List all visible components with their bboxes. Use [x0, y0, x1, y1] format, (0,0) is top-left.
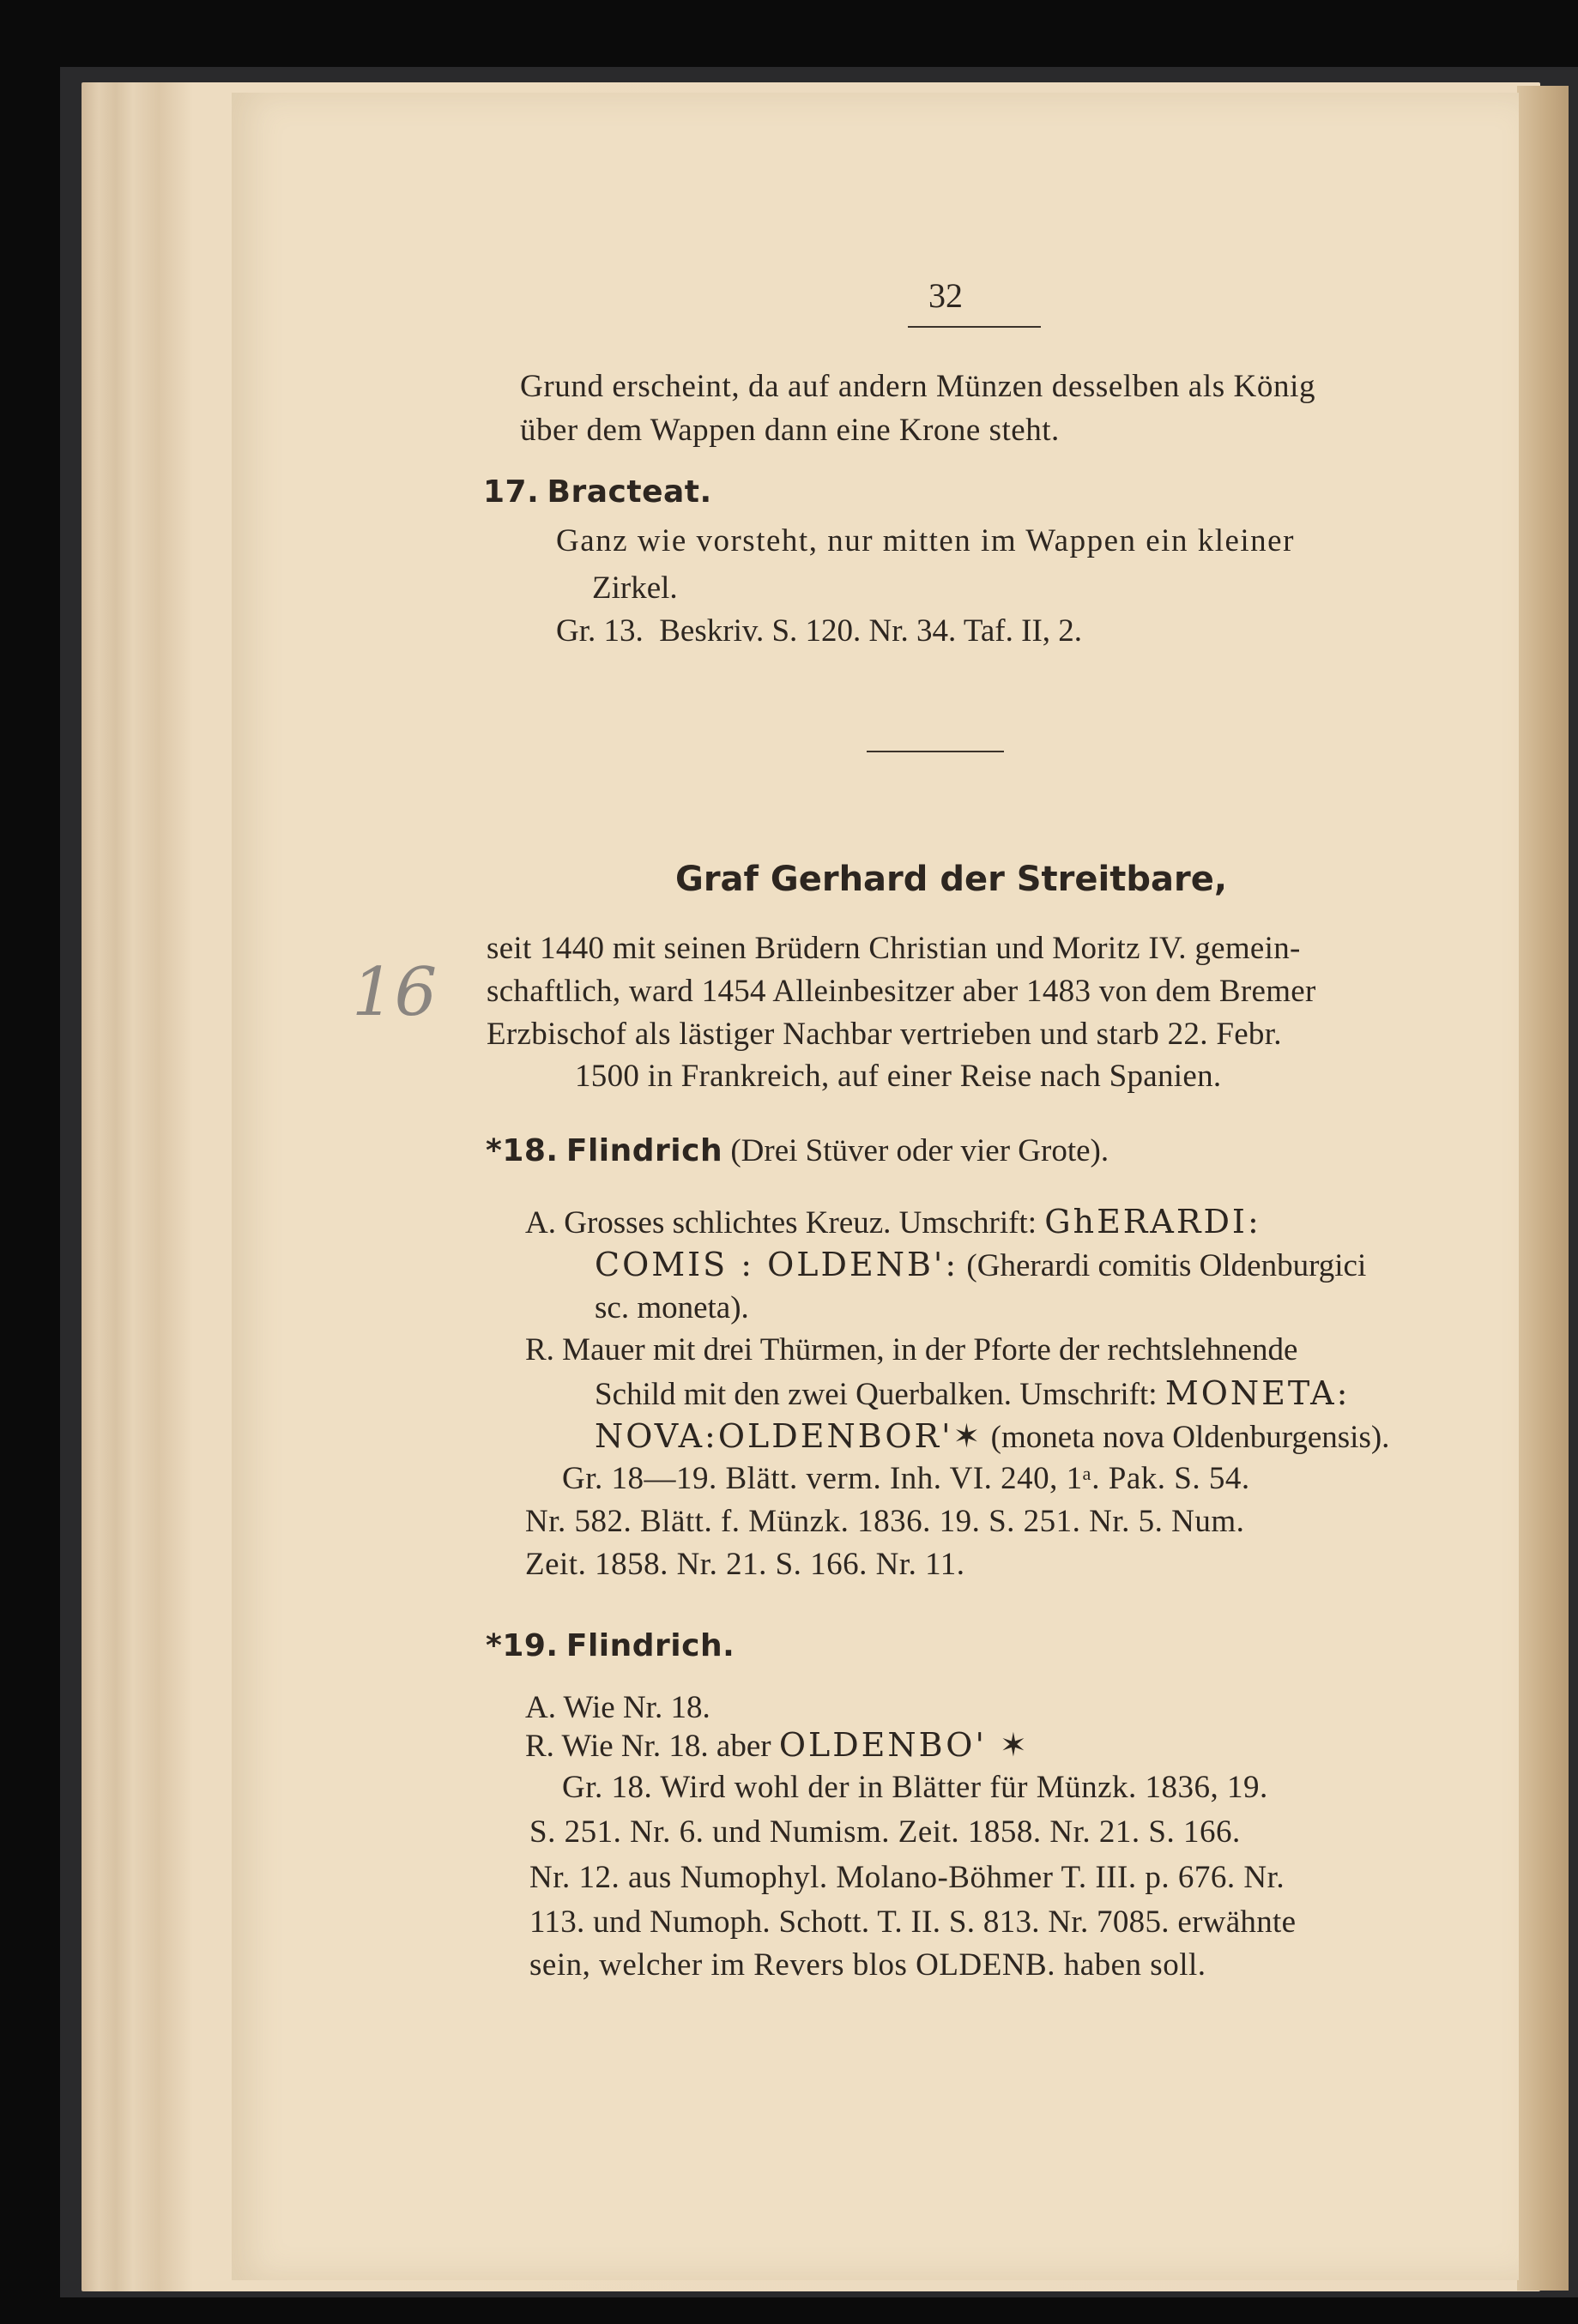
bio-line-3: Erzbischof als lästiger Nachbar vertrieben und starb 22. Febr. — [487, 1017, 1282, 1052]
page-number: 32 — [928, 276, 963, 315]
entry-17-line-2: Zirkel. — [592, 570, 678, 606]
entry-18-ref-2: Nr. 582. Blätt. f. Münzk. 1836. 19. S. 251. Nr. 5. Num. — [525, 1504, 1245, 1539]
entry-18-r-line-1: R. Mauer mit drei Thürmen, in der Pforte der rechtslehnende — [525, 1332, 1298, 1367]
entry-19-ref-2: S. 251. Nr. 6. und Numism. Zeit. 1858. Nr. 21. S. 166. — [529, 1814, 1241, 1850]
entry-19-a-line: A. Wie Nr. 18. — [525, 1690, 710, 1725]
entry-19-ref-3: Nr. 12. aus Numophyl. Molano-Böhmer T. III. p. 676. Nr. — [529, 1860, 1285, 1895]
entry-18-a-line-1 — [525, 1205, 1261, 1239]
entry-19-title: Flindrich. — [565, 1628, 735, 1663]
entry-19-r-line — [525, 1726, 1030, 1764]
entry-18-ref-1: Gr. 18—19. Blätt. verm. Inh. VI. 240, 1ᵃ. Pak. S. 54. — [562, 1461, 1250, 1496]
entry-19-ref-4: 113. und Numoph. Schott. T. II. S. 813. Nr. 7085. erwähnte — [529, 1904, 1297, 1940]
entry-18-r-line-2 — [595, 1374, 1351, 1412]
bio-line-1: seit 1440 mit seinen Brüdern Christian und Moritz IV. gemein- — [487, 931, 1301, 966]
entry-19-ref-1: Gr. 18. Wird wohl der in Blätter für Münzk. 1836, 19. — [562, 1770, 1268, 1805]
entry-19-ref-5: sein, welcher im Revers blos OLDENB. haben soll. — [529, 1947, 1206, 1983]
margin-pencil-note: 16 — [352, 954, 438, 1031]
entry-18-subtitle: (Drei Stüver oder vier Grote). — [730, 1133, 1109, 1168]
entry-17-title: Bracteat. — [547, 474, 712, 510]
bio-line-2: schaftlich, ward 1454 Alleinbesitzer aber 1483 von dem Bremer — [487, 974, 1316, 1009]
entry-18-number: *18. — [486, 1133, 559, 1168]
entry-18-a-legend-2: COMIS : OLDENB': — [595, 1246, 959, 1283]
entry-18-a-legend-1: GhERARDI: — [1044, 1203, 1261, 1240]
entry-18-r-legend-1: MONETA: — [1164, 1374, 1351, 1412]
bio-line-4: 1500 in Frankreich, auf einer Reise nach Spanien. — [575, 1059, 1222, 1094]
intro-line-1: Grund erscheint, da auf andern Münzen desselben als König — [520, 369, 1316, 404]
right-page-edge — [1517, 86, 1569, 2291]
entry-17-line-3: Gr. 13. Beskriv. S. 120. Nr. 34. Taf. II, 2. — [556, 613, 1083, 649]
entry-17-heading — [483, 476, 712, 508]
entry-19-number: *19. — [486, 1628, 559, 1663]
entry-18-a-prefix: A. Grosses schlichtes Kreuz. Umschrift: — [525, 1205, 1037, 1240]
entry-18-r-legend-2: NOVA:OLDENBOR'✶ — [595, 1417, 983, 1455]
entry-18-heading — [486, 1135, 1109, 1167]
entry-18-a-line-2 — [595, 1248, 1366, 1282]
entry-18-a-line-3: sc. moneta). — [595, 1290, 749, 1325]
intro-line-2: über dem Wappen dann eine Krone steht. — [520, 413, 1060, 448]
entry-19-r-legend: OLDENBO' ✶ — [778, 1726, 1030, 1764]
entry-17-number: 17. — [483, 474, 540, 510]
entry-17-line-1: Ganz wie vorsteht, nur mitten im Wappen ein kleiner — [556, 523, 1295, 558]
page-number-rule — [908, 326, 1041, 328]
entry-19-heading — [486, 1630, 735, 1662]
entry-18-title: Flindrich — [565, 1133, 723, 1168]
entry-18-r-text-2: Schild mit den zwei Querbalken. Umschrift: — [595, 1377, 1158, 1412]
section-heading: Graf Gerhard der Streitbare, — [675, 860, 1228, 899]
entry-19-r-text: R. Wie Nr. 18. aber — [525, 1729, 771, 1764]
entry-18-r-text-3: (moneta nova Oldenburgensis). — [990, 1420, 1390, 1455]
entry-18-r-line-3 — [595, 1417, 1390, 1455]
section-divider — [867, 751, 1004, 752]
entry-18-ref-3: Zeit. 1858. Nr. 21. S. 166. Nr. 11. — [525, 1547, 965, 1582]
entry-18-a-text-2: (Gherardi comitis Oldenburgici — [966, 1248, 1367, 1283]
